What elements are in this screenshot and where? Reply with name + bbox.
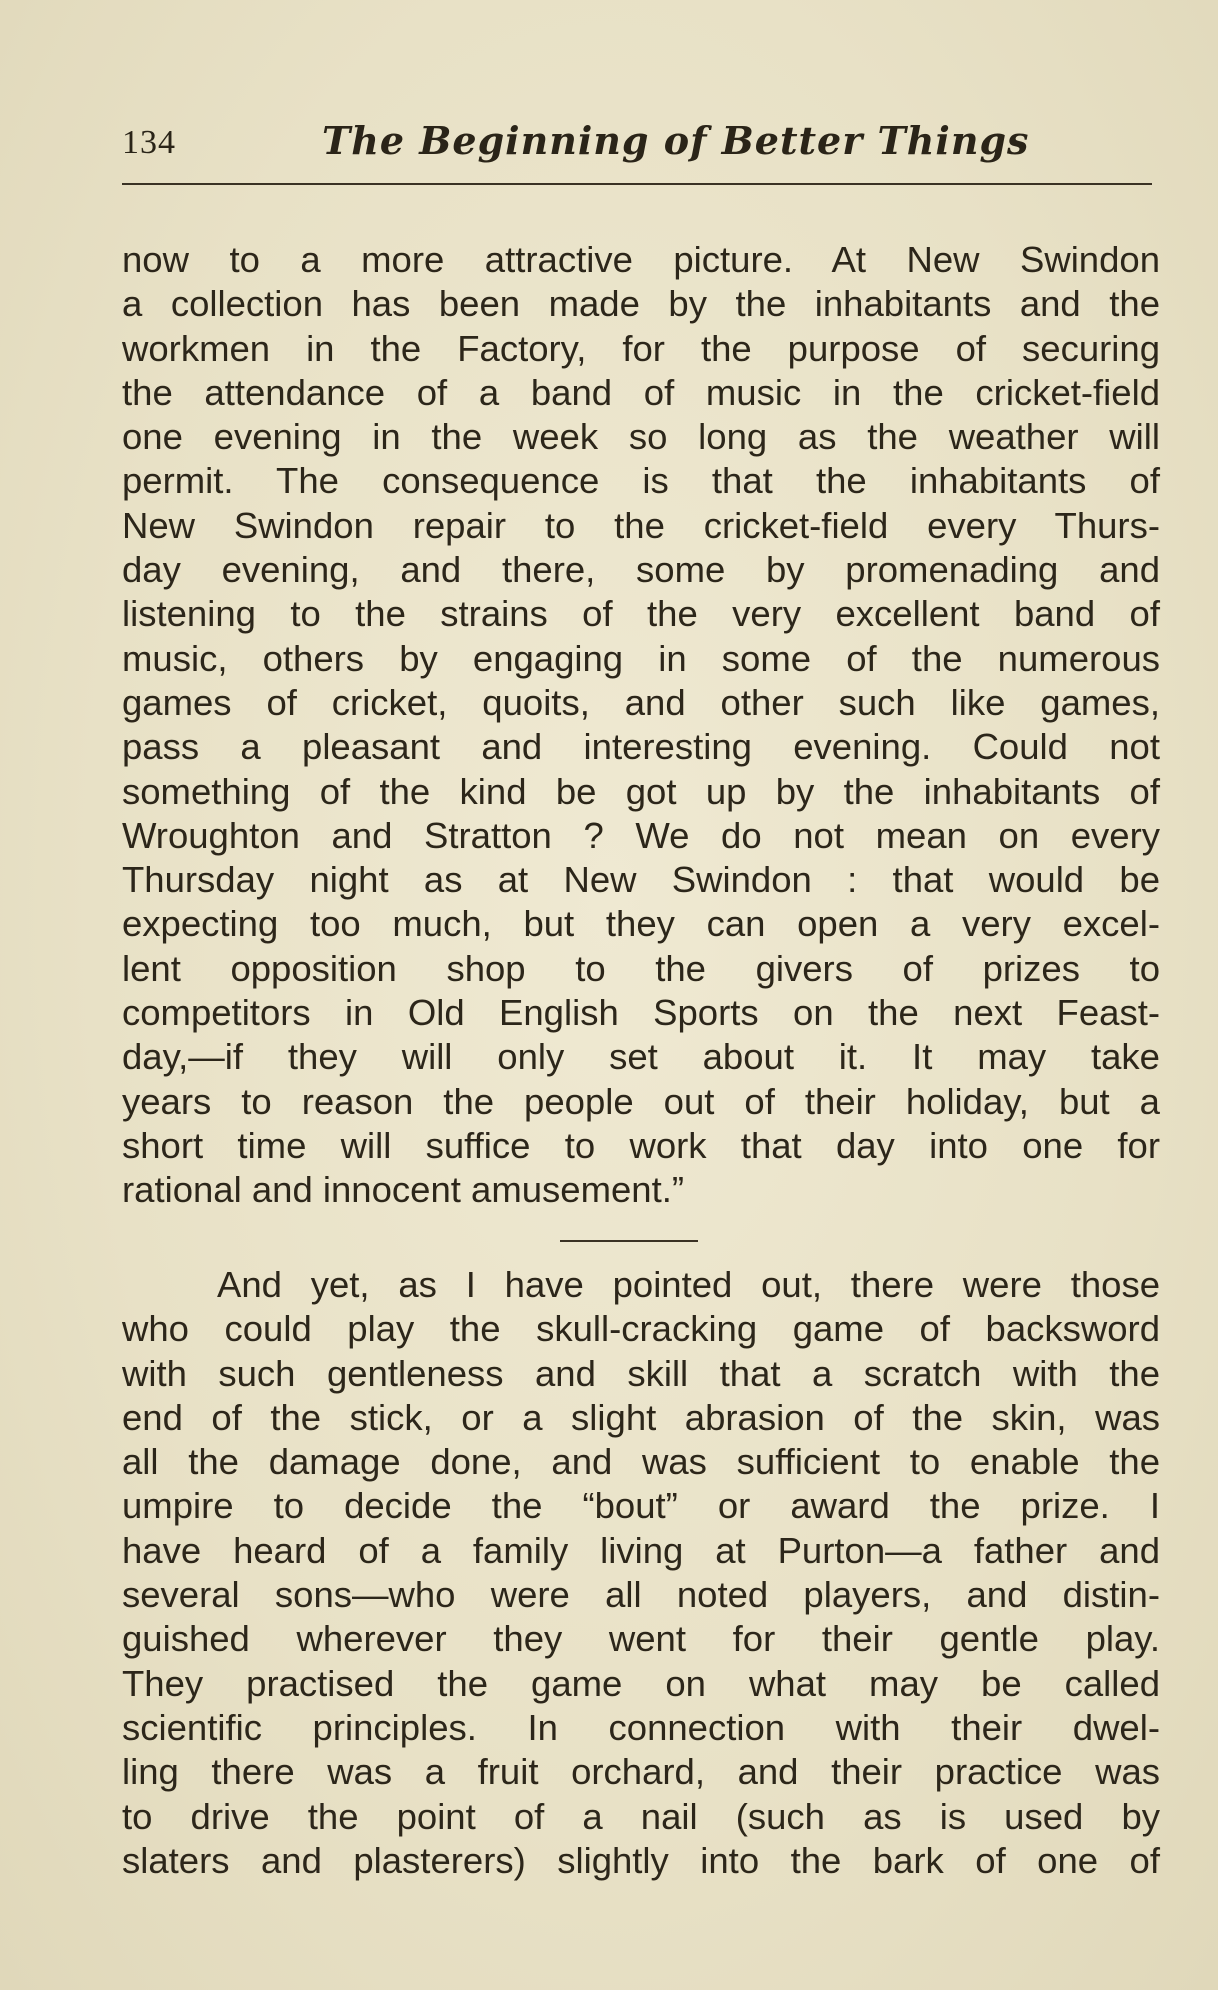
text-line: with such gentleness and skill that a scratch with the [122,1352,1160,1394]
text-line: several sons—who were all noted players, and distin- [122,1574,1160,1616]
page-number: 134 [122,124,176,161]
text-line: guished wherever they went for their gentle play. [122,1618,1160,1660]
text-line: And yet, as I have pointed out, there were those [217,1264,1160,1305]
text-line: to drive the point of a nail (such as is used by [122,1795,1160,1837]
text-line: New Swindon repair to the cricket-field every Thurs- [122,504,1160,546]
text-line: rational and innocent amusement.” [122,1169,685,1211]
text-line: a collection has been made by the inhabitants and the [122,283,1160,325]
text-line: all the damage done, and was sufficient to enable the [122,1441,1160,1483]
text-line: ling there was a fruit orchard, and their practice was [122,1751,1160,1793]
paragraph-2 [122,1263,1160,1883]
text-line: pass a pleasant and interesting evening. Could not [122,726,1160,768]
paragraph-1 [122,238,1160,1213]
text-line: end of the stick, or a slight abrasion of the skin, was [122,1396,1160,1438]
section-divider [560,1240,698,1242]
text-line: who could play the skull-cracking game of backsword [122,1308,1160,1350]
text-line: slaters and plasterers) slightly into the bark of one of [122,1839,1160,1881]
text-line: one evening in the week so long as the weather will [122,416,1160,458]
running-title: The Beginning of Better Things [322,118,1030,163]
running-head [122,118,1152,168]
text-line: umpire to decide the “bout” or award the prize. I [122,1485,1160,1527]
text-line: permit. The consequence is that the inhabitants of [122,460,1160,502]
text-line: expecting too much, but they can open a very excel- [122,903,1160,945]
text-line: workmen in the Factory, for the purpose of securing [122,327,1160,369]
text-line: something of the kind be got up by the inhabitants of [122,770,1160,812]
text-line: years to reason the people out of their holiday, but a [122,1080,1160,1122]
text-line: day,—if they will only set about it. It may take [122,1036,1160,1078]
text-line: Wroughton and Stratton ? We do not mean on every [122,814,1160,856]
text-line: They practised the game on what may be called [122,1662,1160,1704]
text-line: have heard of a family living at Purton—a father and [122,1529,1160,1571]
text-line: listening to the strains of the very excellent band of [122,593,1160,635]
text-line: Thursday night as at New Swindon : that would be [122,859,1160,901]
text-line: competitors in Old English Sports on the next Feast- [122,992,1160,1034]
text-line: music, others by engaging in some of the numerous [122,637,1160,679]
text-line: scientific principles. In connection with their dwel- [122,1706,1160,1748]
text-line: the attendance of a band of music in the cricket-field [122,371,1160,413]
text-line: now to a more attractive picture. At New Swindon [122,239,1160,280]
text-line: games of cricket, quoits, and other such like games, [122,681,1160,723]
text-line: day evening, and there, some by promenading and [122,549,1160,591]
text-line: short time will suffice to work that day into one for [122,1124,1160,1166]
header-rule [122,183,1152,185]
text-line: lent opposition shop to the givers of prizes to [122,947,1160,989]
